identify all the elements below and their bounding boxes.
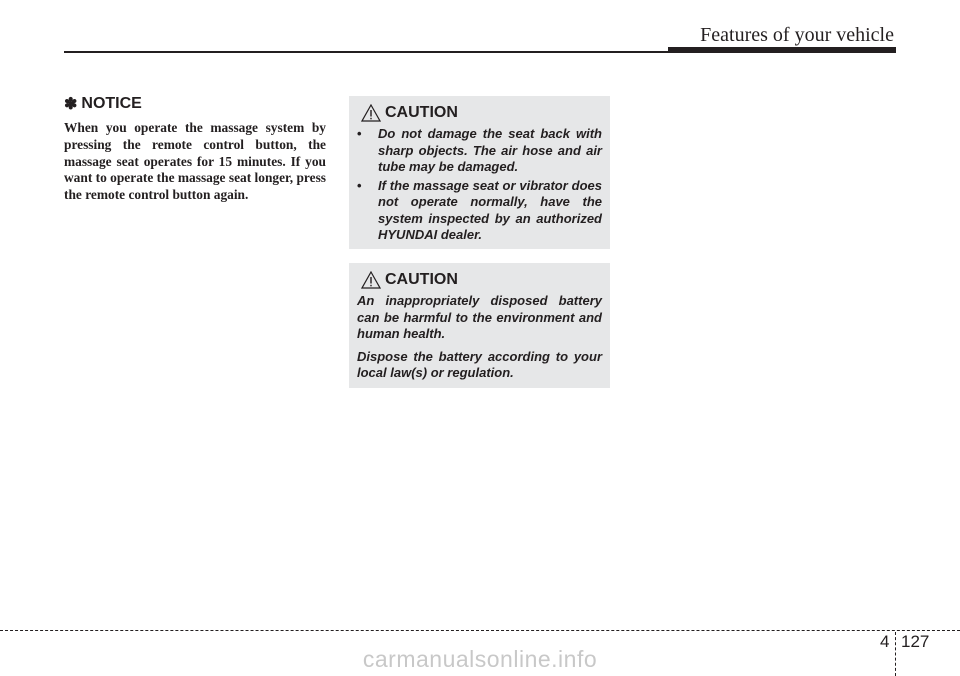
- caution-list-item: • Do not damage the seat back with sharp objects. The air hose and air tube may be damaged.: [357, 126, 602, 174]
- caution-title: CAUTION: [385, 271, 458, 288]
- notice-mark-icon: ✽: [64, 96, 78, 113]
- caution-title: CAUTION: [385, 104, 458, 121]
- caution-list-item: • If the massage seat or vibrator does not operate normally, have the system inspected by an authorized HYUNDAI dealer.: [357, 177, 602, 242]
- bullet-icon: •: [357, 177, 362, 193]
- caution-paragraph: Dispose the battery according to your local law(s) or regulation.: [357, 348, 602, 380]
- bullet-icon: •: [357, 126, 362, 141]
- notice-title: NOTICE: [81, 95, 142, 112]
- page-number: 127: [901, 632, 930, 651]
- caution-heading: [361, 104, 602, 122]
- notice-text: When you operate the massage system by pressing the remote control button, the massage seat operates for 15 minutes. If you want to operate the massage seat longer, press the remote control button again.: [64, 120, 326, 203]
- caution-list: [357, 126, 602, 244]
- warning-triangle-icon: [361, 104, 381, 122]
- notice-section: [64, 94, 326, 204]
- caution-box-seat: [349, 96, 610, 249]
- caution-box-battery: [349, 263, 610, 388]
- watermark-text: carmanualsonline.info: [362, 646, 598, 672]
- warning-triangle-icon: [361, 271, 381, 289]
- header-rule: [64, 51, 670, 53]
- page-header-title: Features of your vehicle: [700, 24, 894, 46]
- chapter-number: 4: [880, 632, 890, 651]
- caution-heading: [361, 271, 602, 289]
- caution-paragraph: An inappropriately disposed battery can be harmful to the environment and human health.: [357, 293, 602, 341]
- notice-heading: [64, 94, 326, 114]
- header-bar: [668, 47, 896, 53]
- footer-rule: [0, 630, 960, 631]
